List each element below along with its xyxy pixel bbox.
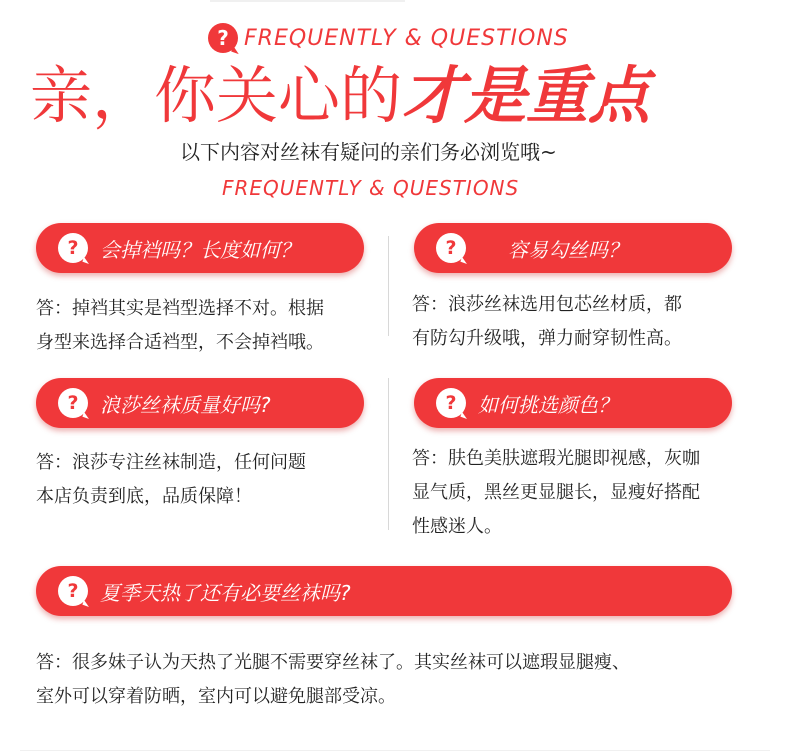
header-english-title: FREQUENTLY & QUESTIONS [244, 25, 569, 51]
column-divider [388, 378, 389, 530]
faq-answer-3 [36, 446, 376, 514]
faq-question-label: 如何挑选颜色？ [478, 392, 618, 417]
question-icon: ? [436, 388, 466, 418]
faq-question-label: 容易勾丝吗？ [508, 237, 628, 262]
faq-answer-2 [412, 288, 762, 356]
answer-line: 室外可以穿着防晒，室内可以避免腿部受凉。 [36, 686, 396, 707]
answer-line: 有防勾升级哦，弹力耐穿韧性高。 [412, 328, 682, 349]
bottom-divider [20, 750, 770, 751]
answer-line: 本店负责到底，品质保障！ [36, 486, 252, 507]
answer-line: 性感迷人。 [412, 516, 502, 537]
answer-line: 答：掉裆其实是裆型选择不对。根据 [36, 298, 324, 319]
faq-question-1[interactable] [36, 223, 364, 273]
faq-question-2[interactable] [414, 223, 732, 273]
question-icon: ? [436, 233, 466, 263]
page-title [30, 54, 770, 138]
question-icon: ? [58, 233, 88, 263]
answer-line: 答：很多妹子认为天热了光腿不需要穿丝袜了。其实丝袜可以遮瑕显腿瘦、 [36, 652, 630, 673]
column-divider [388, 236, 389, 336]
subtitle: 以下内容对丝袜有疑问的亲们务必浏览哦~ [180, 140, 557, 164]
faq-question-3[interactable] [36, 378, 364, 428]
answer-line: 答：浪莎丝袜选用包芯丝材质，都 [412, 294, 682, 315]
faq-question-5[interactable] [36, 566, 732, 616]
faq-answer-1 [36, 292, 376, 360]
faq-answer-5 [36, 646, 766, 714]
answer-line: 身型来选择合适裆型，不会掉裆哦。 [36, 332, 324, 353]
answer-line: 答：肤色美肤遮瑕光腿即视感，灰咖 [412, 448, 700, 469]
answer-line: 显气质，黑丝更显腿长，显瘦好搭配 [412, 482, 700, 503]
faq-question-4[interactable] [414, 378, 732, 428]
top-divider [210, 0, 405, 2]
faq-question-label: 夏季天热了还有必要丝袜吗? [100, 580, 351, 605]
question-icon: ? [58, 576, 88, 606]
question-icon: ? [208, 23, 238, 53]
answer-line: 答：浪莎专注丝袜制造，任何问题 [36, 452, 306, 473]
faq-question-label: 浪莎丝袜质量好吗? [100, 392, 271, 417]
faq-answer-4 [412, 442, 772, 544]
faq-question-label: 会掉裆吗？长度如何？ [100, 237, 300, 262]
question-icon: ? [58, 388, 88, 418]
section-header [208, 22, 569, 54]
title-bold: 才是重点 [402, 59, 651, 132]
subtitle-english: FREQUENTLY & QUESTIONS [222, 176, 520, 200]
title-light: 亲，你关心的 [30, 59, 403, 132]
